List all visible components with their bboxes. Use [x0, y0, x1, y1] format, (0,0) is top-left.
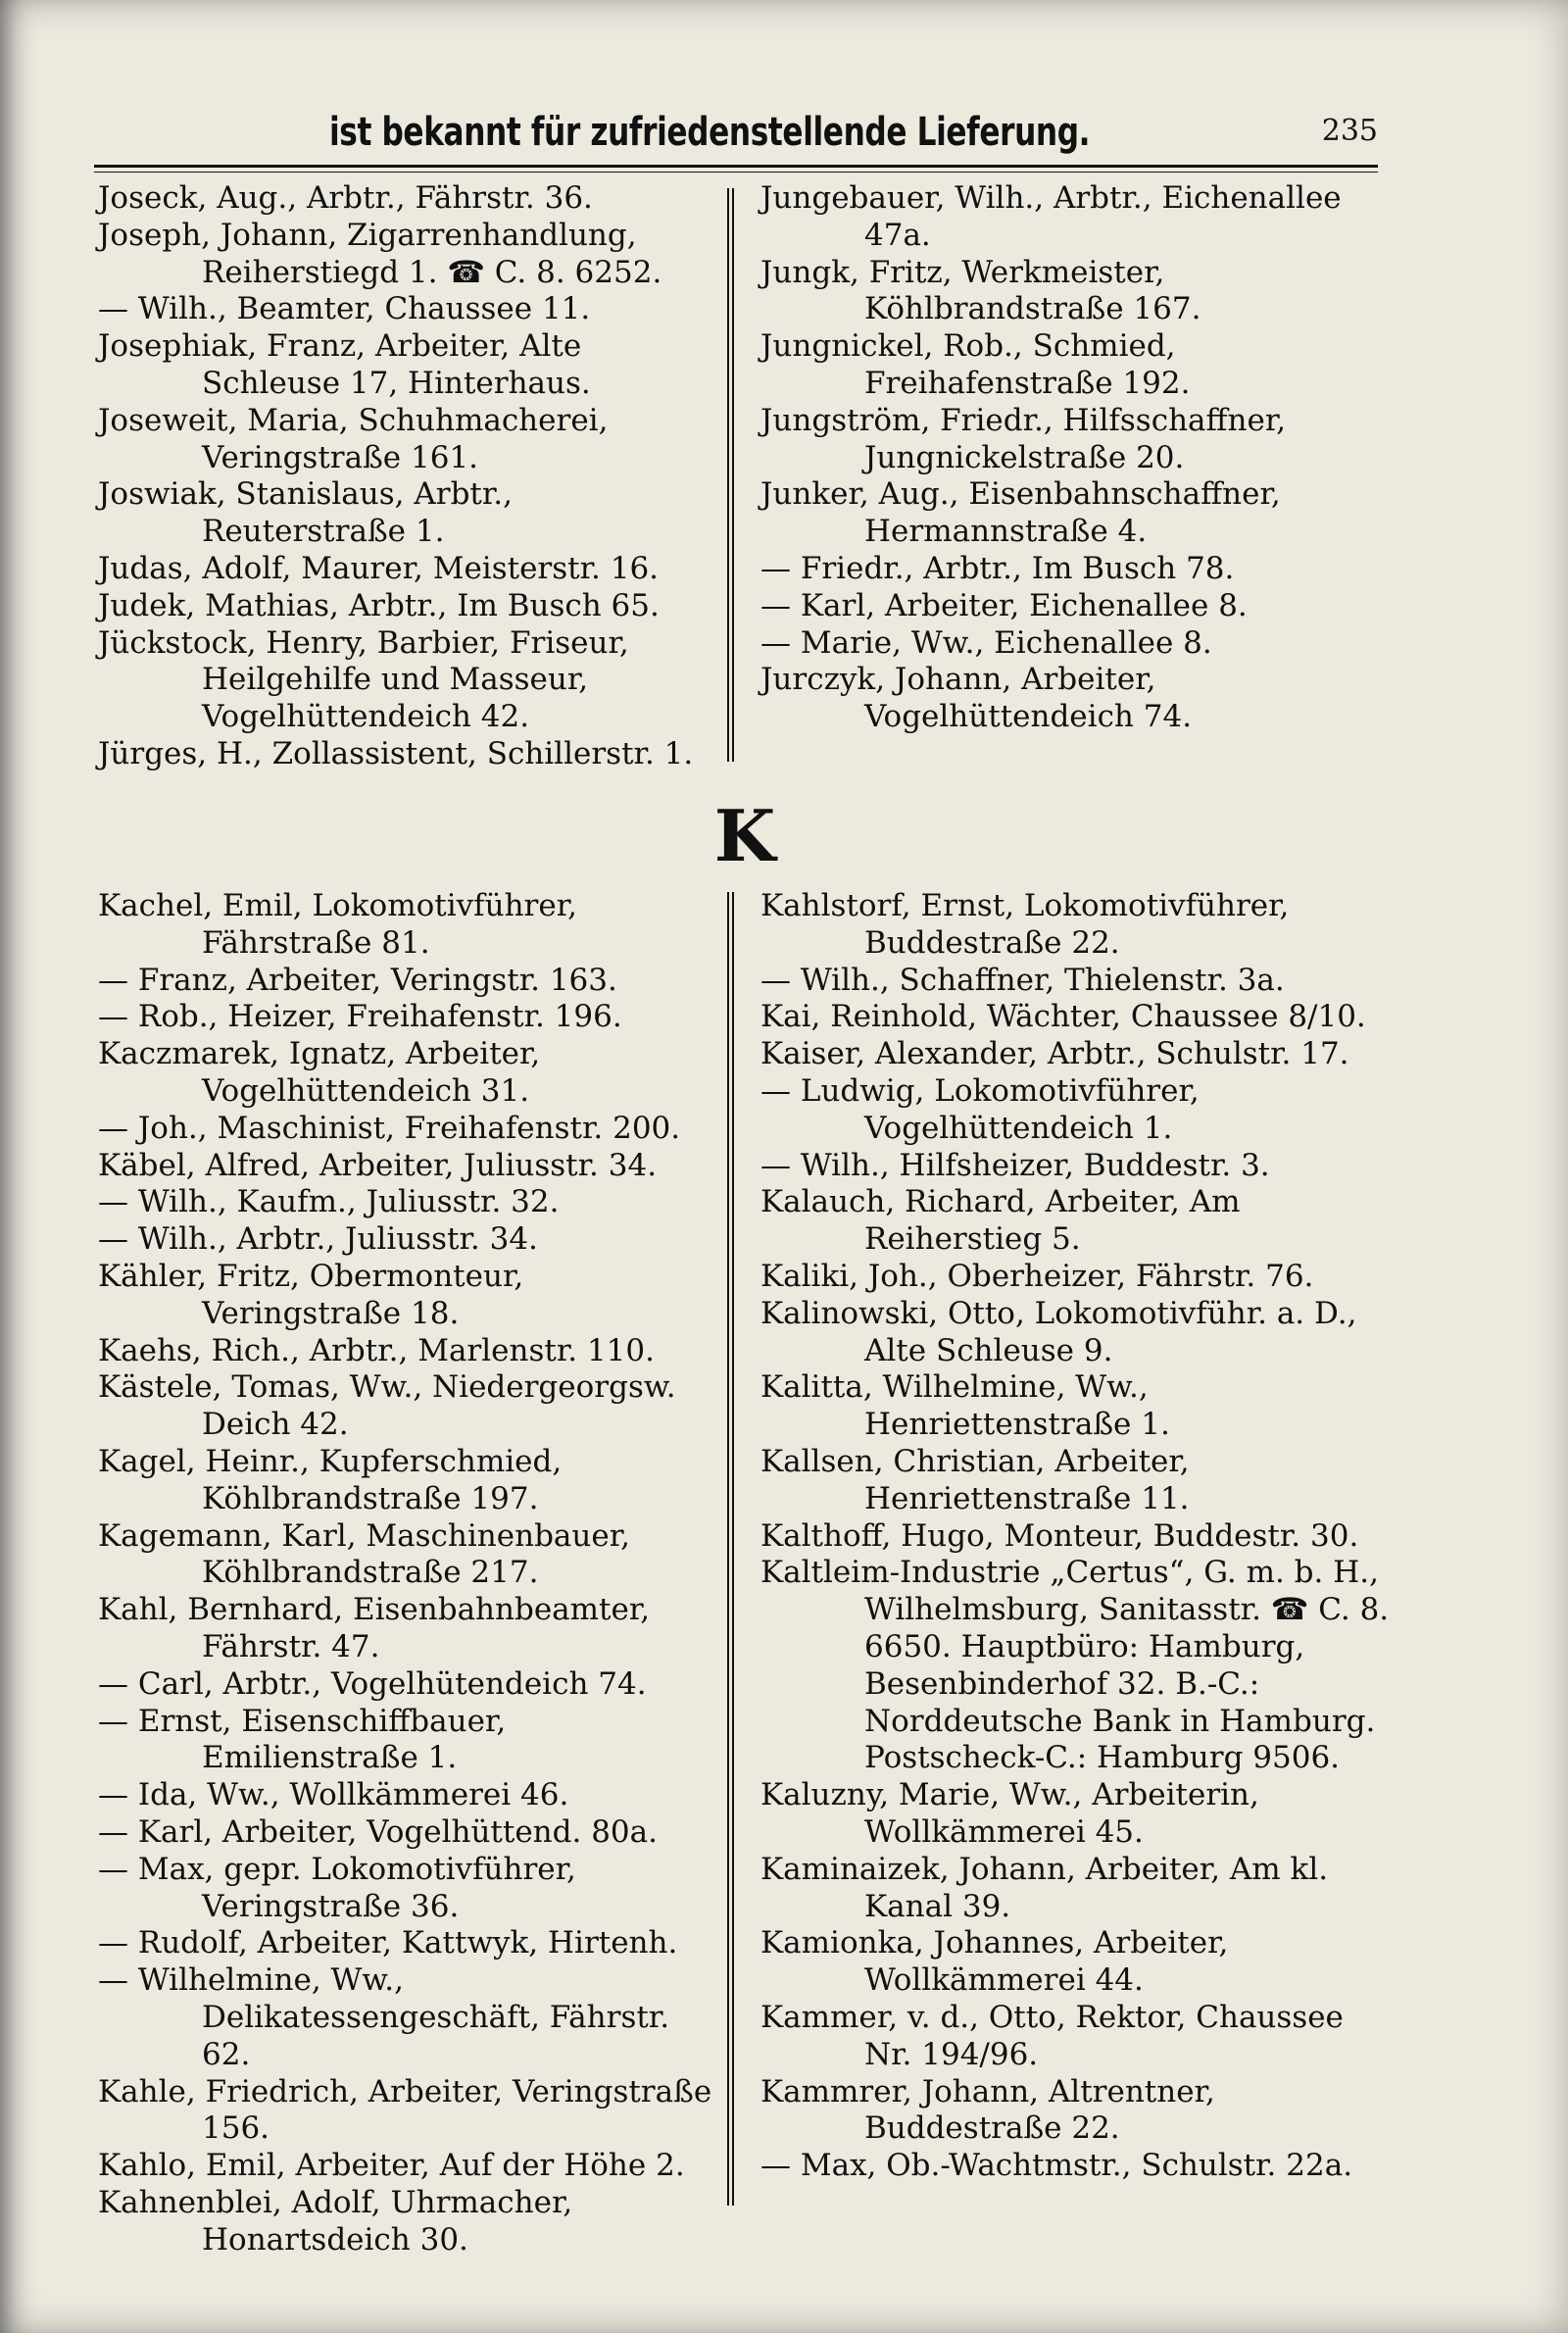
- directory-entry: Käbel, Alfred, Arbeiter, Juliusstr. 34.: [98, 1147, 658, 1183]
- directory-entry: Kammrer, Johann, Altrentner, Buddestraße 22.: [760, 2073, 1225, 2147]
- header-rule: [94, 165, 1378, 168]
- column-divider-bottom: [727, 892, 734, 2206]
- directory-entry: Kästele, Tomas, Ww., Niedergeorgsw. Deich 42.: [98, 1369, 686, 1443]
- directory-entry: — Wilh., Hilfsheizer, Buddestr. 3.: [760, 1147, 1270, 1183]
- directory-entry: Kaiser, Alexander, Arbtr., Schulstr. 17.: [760, 1036, 1349, 1072]
- directory-entry: Kammer, v. d., Otto, Rektor, Chaussee Nr. 194/96.: [760, 1999, 1353, 2072]
- directory-entry: Junker, Aug., Eisenbahnschaffner, Hermannstraße 4.: [760, 476, 1291, 550]
- directory-entry: Kahlstorf, Ernst, Lokomotivführer, Buddestraße 22.: [760, 888, 1299, 961]
- directory-entry: Jürges, H., Zollassistent, Schillerstr. 1.: [98, 735, 694, 771]
- directory-entry: Kaliki, Joh., Oberheizer, Fährstr. 76.: [760, 1258, 1314, 1294]
- directory-entry: Kalitta, Wilhelmine, Ww., Henriettenstraße 1.: [760, 1369, 1170, 1443]
- directory-entry: — Carl, Arbtr., Vogelhütendeich 74.: [98, 1665, 647, 1702]
- directory-entry: Joseph, Johann, Zigarrenhandlung, Reiherstiegd 1. ☎ C. 8. 6252.: [98, 217, 662, 290]
- section-letter: K: [713, 794, 776, 877]
- directory-entry: Kallsen, Christian, Arbeiter, Henriettenstraße 11.: [760, 1443, 1200, 1516]
- directory-entry: — Ernst, Eisenschiffbauer, Emilienstraße 1.: [98, 1703, 516, 1776]
- directory-entry: — Wilh., Beamter, Chaussee 11.: [98, 291, 591, 327]
- directory-entry: Kaehs, Rich., Arbtr., Marlenstr. 110.: [98, 1332, 655, 1368]
- directory-entry: Kalauch, Richard, Arbeiter, Am Reiherstieg 5.: [760, 1184, 1250, 1258]
- directory-entry: Kähler, Fritz, Obermonteur, Veringstraße 18.: [98, 1258, 534, 1331]
- directory-entry: Jungnickel, Rob., Schmied, Freihafenstraße 192.: [760, 328, 1191, 401]
- directory-entry: — Wilhelmine, Ww., Delikatessengeschäft, Fährstr. 62.: [98, 1962, 679, 2072]
- directory-entry: Kahlo, Emil, Arbeiter, Auf der Höhe 2.: [98, 2148, 685, 2184]
- directory-entry: Josephiak, Franz, Arbeiter, Alte Schleuse 17, Hinterhaus.: [98, 328, 592, 401]
- directory-entry: Kagemann, Karl, Maschinenbauer, Köhlbrandstraße 217.: [98, 1517, 640, 1591]
- column-top-left: [98, 180, 725, 773]
- directory-entry: — Rudolf, Arbeiter, Kattwyk, Hirtenh.: [98, 1925, 678, 1961]
- directory-entry: — Karl, Arbeiter, Eichenallee 8.: [760, 587, 1248, 623]
- directory-entry: — Franz, Arbeiter, Veringstr. 163.: [98, 962, 617, 998]
- column-divider-top: [727, 188, 734, 762]
- directory-entry: Jungebauer, Wilh., Arbtr., Eichenallee 47a.: [760, 180, 1351, 253]
- directory-entry: — Ludwig, Lokomotivführer, Vogelhüttendeich 1.: [760, 1072, 1209, 1146]
- directory-entry: — Friedr., Arbtr., Im Busch 78.: [760, 550, 1235, 586]
- directory-entry: Kai, Reinhold, Wächter, Chaussee 8/10.: [760, 999, 1366, 1035]
- directory-entry: — Max, Ob.-Wachtmstr., Schulstr. 22a.: [760, 2148, 1353, 2184]
- directory-entry: — Rob., Heizer, Freihafenstr. 196.: [98, 999, 622, 1035]
- directory-entry: Kalinowski, Otto, Lokomotivführ. a. D., Alte Schleuse 9.: [760, 1295, 1367, 1368]
- directory-entry: Jungström, Friedr., Hilfsschaffner, Jungnickelstraße 20.: [760, 402, 1296, 475]
- directory-entry: Kaczmarek, Ignatz, Arbeiter, Vogelhüttendeich 31.: [98, 1036, 551, 1109]
- column-bottom-right: [760, 888, 1399, 2185]
- directory-entry: Kaluzny, Marie, Ww., Arbeiterin, Wollkämmerei 45.: [760, 1777, 1269, 1850]
- directory-entry: Judek, Mathias, Arbtr., Im Busch 65.: [98, 587, 660, 623]
- directory-entry: Joswiak, Stanislaus, Arbtr., Reuterstraße 1.: [98, 476, 522, 550]
- directory-entry: Kahnenblei, Adolf, Uhrmacher, Honartsdeich 30.: [98, 2184, 583, 2258]
- directory-entry: — Karl, Arbeiter, Vogelhüttend. 80a.: [98, 1813, 658, 1850]
- page-number: 235: [1321, 114, 1378, 148]
- directory-entry: — Max, gepr. Lokomotivführer, Veringstraße 36.: [98, 1851, 586, 1924]
- directory-entry: Kahl, Bernhard, Eisenbahnbeamter, Fährstr. 47.: [98, 1592, 660, 1664]
- directory-entry: Joseweit, Maria, Schuhmacherei, Veringstraße 161.: [98, 402, 618, 475]
- directory-entry: Jurczyk, Johann, Arbeiter, Vogelhüttendeich 74.: [760, 662, 1193, 735]
- directory-entry: Kalthoff, Hugo, Monteur, Buddestr. 30.: [760, 1517, 1359, 1554]
- directory-entry: — Wilh., Arbtr., Juliusstr. 34.: [98, 1221, 538, 1258]
- column-bottom-left: [98, 888, 725, 2259]
- directory-entry: Kahle, Friedrich, Arbeiter, Veringstraße 156.: [98, 2073, 722, 2147]
- directory-entry: — Marie, Ww., Eichenallee 8.: [760, 624, 1212, 661]
- directory-entry: Kaminaizek, Johann, Arbeiter, Am kl. Kanal 39.: [760, 1851, 1338, 1924]
- directory-entry: Judas, Adolf, Maurer, Meisterstr. 16.: [98, 550, 660, 586]
- header-rule-thin: [94, 172, 1378, 173]
- running-title: ist bekannt für zufriedenstellende Lieferung.: [329, 110, 1091, 155]
- directory-entry: — Joh., Maschinist, Freihafenstr. 200.: [98, 1110, 681, 1146]
- directory-entry: Kagel, Heinr., Kupferschmied, Köhlbrandstraße 197.: [98, 1443, 572, 1516]
- directory-entry: Jungk, Fritz, Werkmeister, Köhlbrandstraße 167.: [760, 254, 1201, 327]
- directory-entry: Kamionka, Johannes, Arbeiter, Wollkämmerei 44.: [760, 1925, 1239, 1999]
- directory-entry: Kachel, Emil, Lokomotivführer, Fährstraße 81.: [98, 888, 587, 961]
- directory-entry: — Ida, Ww., Wollkämmerei 46.: [98, 1777, 569, 1813]
- directory-entry: Jückstock, Henry, Barbier, Friseur, Heilgehilfe und Masseur, Vogelhüttendeich 42.: [98, 624, 639, 735]
- column-top-right: [760, 180, 1393, 736]
- directory-entry: Joseck, Aug., Arbtr., Fährstr. 36.: [98, 180, 593, 216]
- page-header: [94, 108, 1378, 167]
- directory-entry: Kaltleim-Industrie „Certus“, G. m. b. H., Wilhelmsburg, Sanitasstr. ☎ C. 8. 6650. Hauptbüro: Hamburg, Besenbinderhof 32. B.-C.: Norddeutsche Bank in Hamburg. Postscheck-C.: Hamburg 9506.: [760, 1555, 1399, 1776]
- directory-entry: — Wilh., Kaufm., Juliusstr. 32.: [98, 1184, 560, 1220]
- directory-entry: — Wilh., Schaffner, Thielenstr. 3a.: [760, 962, 1285, 998]
